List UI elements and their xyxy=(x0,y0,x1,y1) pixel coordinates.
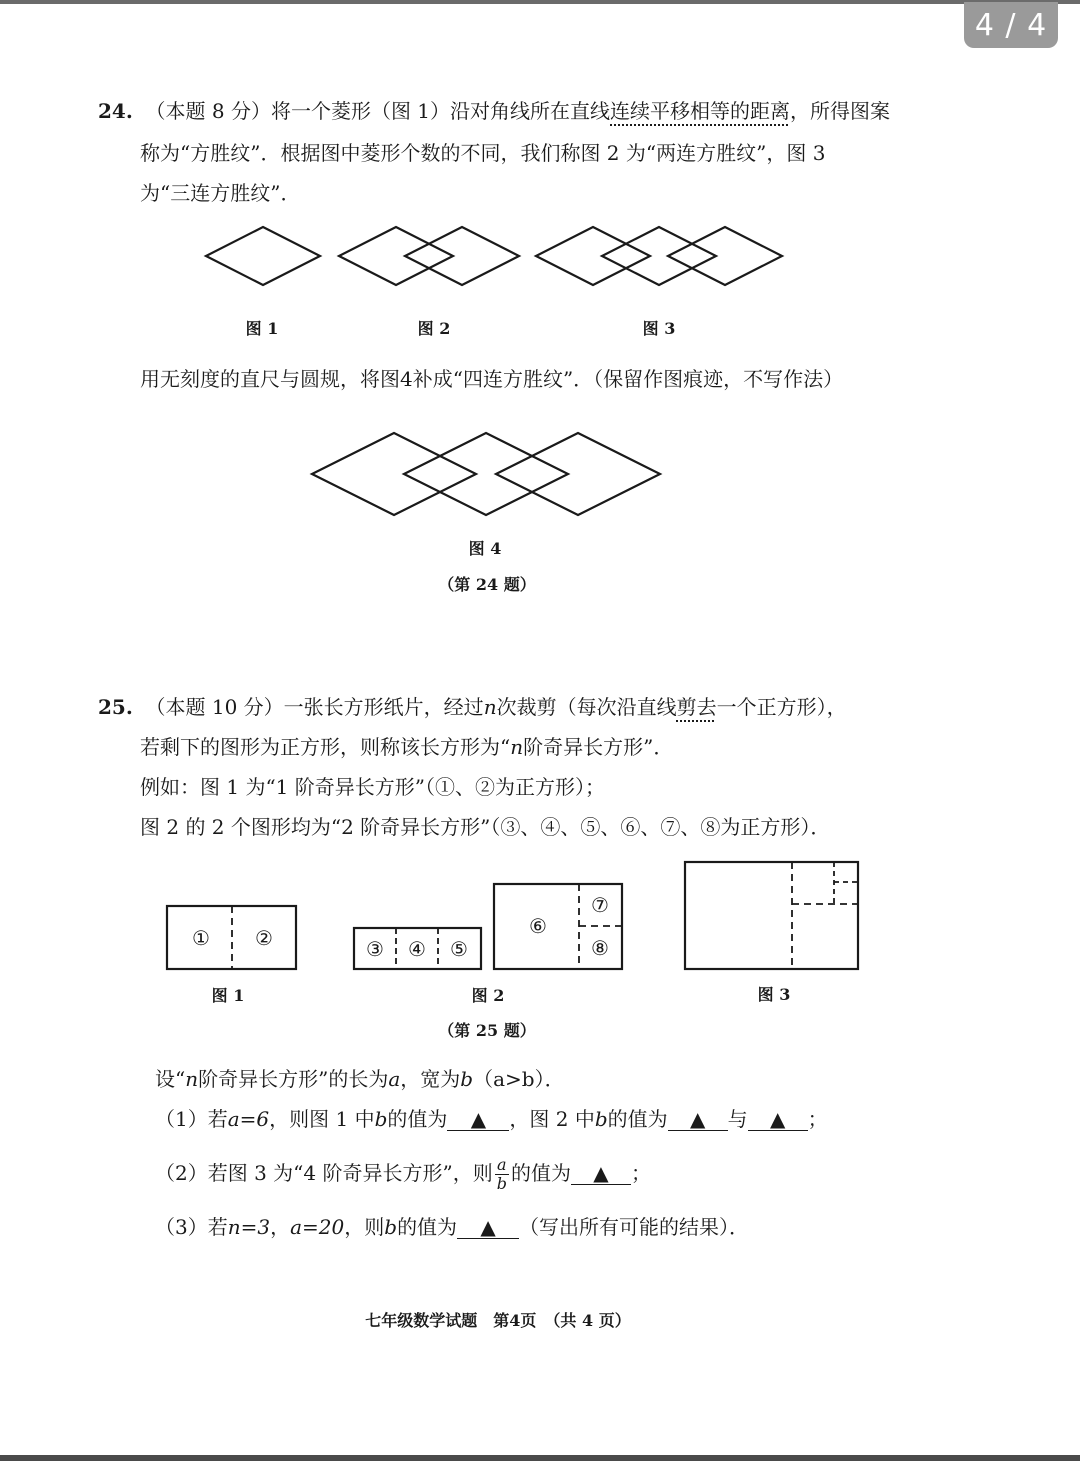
q25-fig3-caption: 图 3 xyxy=(757,985,791,1004)
q25-fig2-label-6: ⑥ xyxy=(529,914,547,938)
q24-fig2-rhombus-1 xyxy=(339,227,453,285)
q25-p3-answer-blank[interactable]: ▲ xyxy=(457,1216,519,1239)
q25-fig3-rectangle xyxy=(685,862,858,969)
q25-p3-b: ，则 xyxy=(344,1215,385,1239)
q25-p1-answer-blank-2[interactable]: ▲ xyxy=(668,1108,728,1131)
q25-example-2: 图 2 的 2 个图形均为“2 阶奇异长方形”（③、④、⑤、⑥、⑦、⑧为正方形）． xyxy=(140,815,831,839)
q25-p2-fraction xyxy=(495,1156,509,1193)
q24-text-1a: （本题 8 分）将一个菱形（图 1）沿对角线所在直线 xyxy=(145,99,611,123)
q25-p3-eq2: a=20 xyxy=(290,1215,345,1239)
q25-setup-b: 阶奇异长方形”的长为 xyxy=(198,1067,389,1091)
q24-fig4-rhombus-3 xyxy=(496,433,660,515)
q25-text-2b: 阶奇异长方形”． xyxy=(523,735,674,759)
q25-fig2-label-3: ③ xyxy=(366,937,384,961)
q25-fig1-caption: 图 1 xyxy=(211,986,245,1005)
q25-p3-c: 的值为 xyxy=(397,1215,458,1239)
q25-part-3 xyxy=(155,1214,749,1240)
q25-var-n: n xyxy=(483,695,497,719)
q25-setup-d: （a>b）． xyxy=(473,1067,565,1091)
q25-setup-c: ，宽为 xyxy=(400,1067,461,1091)
q25-number: 25. xyxy=(98,695,133,719)
q25-line-1 xyxy=(98,694,847,720)
q24-question-caption: （第 24 题） xyxy=(438,575,536,594)
q25-fig2-label-5: ⑤ xyxy=(450,937,468,961)
q25-var-b: b xyxy=(460,1067,474,1091)
q25-p1-answer-blank-3[interactable]: ▲ xyxy=(748,1108,808,1131)
q24-fig3-caption: 图 3 xyxy=(642,319,676,338)
q25-example-1: 例如：图 1 为“1 阶奇异长方形”（①、②为正方形）； xyxy=(140,775,605,799)
q25-p2-a: （2）若图 3 为“4 阶奇异长方形”，则 xyxy=(155,1161,493,1185)
q25-p1-g: ； xyxy=(807,1107,828,1131)
q25-fig1-label-2: ② xyxy=(255,926,273,950)
q25-p3-sep: ， xyxy=(270,1215,291,1239)
q25-p2-answer-blank[interactable]: ▲ xyxy=(571,1162,631,1185)
q25-p1-e: 的值为 xyxy=(607,1107,668,1131)
q25-text-1c: 一个正方形）， xyxy=(716,695,847,719)
q25-fig2-label-7: ⑦ xyxy=(591,893,609,917)
q25-fig2-label-4: ④ xyxy=(408,937,426,961)
q25-fig2-caption: 图 2 xyxy=(471,986,505,1005)
q25-p3-eq1: n=3 xyxy=(227,1215,271,1239)
q25-p2-c: ； xyxy=(630,1161,651,1185)
q24-dotted-emphasis: 连续平移相等的距离 xyxy=(610,99,791,123)
q25-dotted-emphasis: 剪去 xyxy=(676,695,717,719)
q25-p1-var-b: b xyxy=(374,1107,388,1131)
q24-fig2-caption: 图 2 xyxy=(417,319,451,338)
q25-var-a: a xyxy=(388,1067,401,1091)
q25-p3-a: （3）若 xyxy=(155,1215,228,1239)
q24-fig2-rhombus-2 xyxy=(405,227,519,285)
q25-fig1-label-1: ① xyxy=(192,926,210,950)
q25-text-1b: 次裁剪（每次沿直线 xyxy=(496,695,677,719)
q24-fig1-rhombus xyxy=(206,227,320,285)
q25-p1-c: 的值为 xyxy=(387,1107,448,1131)
q25-setup xyxy=(155,1066,565,1092)
q25-p1-f: 与 xyxy=(727,1107,748,1131)
q24-fig4-rhombus-1 xyxy=(312,433,476,515)
q25-var-n-3: n xyxy=(185,1067,199,1091)
q25-p1-a: （1）若 xyxy=(155,1107,228,1131)
q25-text-1a: （本题 10 分）一张长方形纸片，经过 xyxy=(145,695,484,719)
q25-p3-var-b: b xyxy=(384,1215,398,1239)
q24-text-1b: ，所得图案 xyxy=(790,99,891,123)
q25-p1-var-b-2: b xyxy=(594,1107,608,1131)
q25-p1-answer-blank-1[interactable]: ▲ xyxy=(447,1108,509,1131)
q25-fig2-label-8: ⑧ xyxy=(591,936,609,960)
q24-fig4-caption: 图 4 xyxy=(468,539,502,558)
page-footer: 七年级数学试题 第4页 （共 4 页） xyxy=(365,1311,631,1330)
q25-setup-a: 设“ xyxy=(155,1067,186,1091)
q25-part-2 xyxy=(155,1156,651,1193)
q25-p1-eq: a=6 xyxy=(227,1107,270,1131)
q24-fig3-rhombus-3 xyxy=(668,227,782,285)
viewer-bottom-bar xyxy=(0,1455,1080,1461)
q24-number: 24. xyxy=(98,99,133,123)
q24-line-3: 为“三连方胜纹”． xyxy=(140,181,301,205)
q25-var-n-2: n xyxy=(510,735,524,759)
q25-p1-d: ，图 2 中 xyxy=(509,1107,595,1131)
q24-fig1-caption: 图 1 xyxy=(245,319,279,338)
q25-p1-b: ，则图 1 中 xyxy=(269,1107,375,1131)
q24-fig3-rhombus-2 xyxy=(602,227,716,285)
page-indicator[interactable]: 4 / 4 xyxy=(964,2,1058,48)
q25-p3-d: （写出所有可能的结果）． xyxy=(519,1215,750,1239)
q25-part-1 xyxy=(155,1106,828,1132)
q25-p2-b: 的值为 xyxy=(510,1161,571,1185)
q24-instruction: 用无刻度的直尺与圆规，将图4补成“四连方胜纹”．（保留作图痕迹，不写作法） xyxy=(140,367,844,391)
q25-text-2a: 若剩下的图形为正方形，则称该长方形为“ xyxy=(140,735,511,759)
q25-p2-frac-numerator: a xyxy=(495,1156,509,1175)
q24-fig4-rhombus-2 xyxy=(404,433,568,515)
q24-line-2: 称为“方胜纹”．根据图中菱形个数的不同，我们称图 2 为“两连方胜纹”，图 3 xyxy=(140,141,826,165)
q25-question-caption: （第 25 题） xyxy=(438,1021,536,1040)
q25-p2-frac-denominator: b xyxy=(496,1174,507,1193)
q24-fig3-rhombus-1 xyxy=(536,227,650,285)
q25-line-2 xyxy=(140,734,673,760)
